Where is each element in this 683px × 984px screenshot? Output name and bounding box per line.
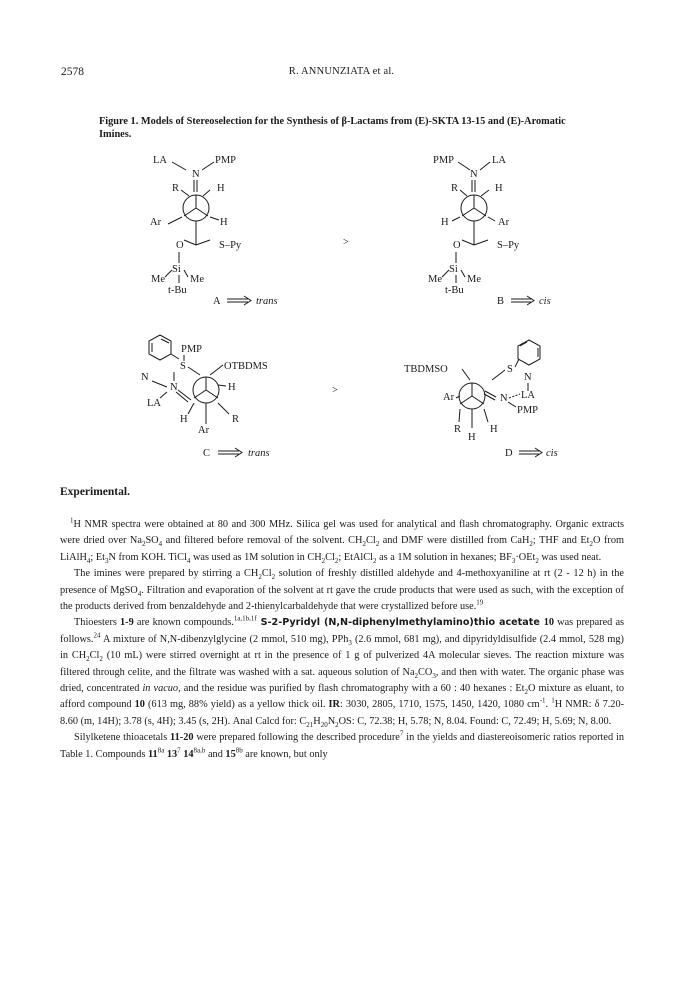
- model-c-r-label: R: [232, 414, 240, 425]
- model-a-h-top-label: H: [217, 183, 225, 194]
- model-d-pyridine-n: N: [524, 372, 532, 383]
- model-c-s-label: S: [180, 361, 186, 372]
- model-b-n-label: N: [470, 169, 478, 180]
- model-d-arrow: [519, 448, 542, 457]
- model-d-tbdmso-label: TBDMSO: [404, 364, 448, 375]
- model-d-la-label: LA: [521, 390, 535, 401]
- paragraph-1: $^1$H NMR spectra were obtained at 80 and 300 MHz. Silica gel was used for analytical and flash chromatography. Organic extracts were dried over $Na_2SO_4$ and filtered before removal of the solvent. $CH_2Cl_2$ and DMF were distilled from CaH$_2$; THF and $Et_2O$ from LiAlH$_4$; $Et_3N$ from KOH. TiCl$_4$ was used as 1M solution in $CH_2Cl_2$; EtAlCl$_2$ as a 1M solution in hexanes; $BF_3\cdot OEt_2$ was used neat.: [60, 516, 624, 565]
- model-c-h-label: H: [180, 414, 188, 425]
- model-d-h-label: H: [490, 424, 498, 435]
- model-a-outcome: trans: [256, 296, 278, 307]
- model-a-o-label: O: [176, 240, 184, 251]
- model-d-pmp-label: PMP: [517, 405, 539, 416]
- figure-caption-text: Models of Stereoselection for the Synthesis of β-Lactams from (E)-SKTA 13-15 and (E)-Aromatic Imines.: [99, 116, 566, 140]
- model-d: [404, 340, 558, 459]
- model-b-si-label: Si: [449, 264, 458, 275]
- model-c-ar-label: Ar: [198, 425, 210, 436]
- comparator-top: >: [343, 237, 349, 248]
- paragraph-4: Silylketene thioacetals 11-20 were prepared following the described procedure$^7$ in the yields and diastereoisomeric ratios reported in Table 1. Compounds $11^{8a}$ $13^7$ $14^{8a,b}$ and $15^{8b}$ are known, but only: [60, 729, 624, 760]
- model-d-s-label: S: [507, 364, 513, 375]
- model-a-h-label: H: [220, 217, 228, 228]
- model-b-me2-label: Me: [467, 274, 481, 285]
- model-b-o-label: O: [453, 240, 461, 251]
- model-c-n-label: N: [170, 382, 178, 393]
- model-a-tbu-label: t-Bu: [168, 285, 187, 296]
- model-d-outcome: cis: [546, 448, 558, 459]
- model-b-letter: B: [497, 296, 505, 307]
- page-number: 2578: [61, 66, 84, 78]
- model-b-tbu-label: t-Bu: [445, 285, 464, 296]
- model-d-pyridine-ring: [518, 340, 540, 365]
- model-d-h-bottom-label: H: [468, 432, 476, 443]
- model-b-ar-label: Ar: [498, 217, 510, 228]
- model-a: [150, 155, 278, 307]
- comparator-bottom: >: [332, 385, 338, 396]
- model-b-h-label: H: [441, 217, 449, 228]
- model-d-ar-label: Ar: [443, 392, 455, 403]
- model-b-me1-label: Me: [428, 274, 442, 285]
- model-a-si-label: Si: [172, 264, 181, 275]
- model-b-spy-label: S–Py: [497, 240, 520, 251]
- model-d-letter: D: [505, 448, 513, 459]
- model-a-ar-label: Ar: [150, 217, 162, 228]
- model-a-letter: A: [213, 296, 221, 307]
- model-a-pmp-label: PMP: [215, 155, 237, 166]
- model-b: [428, 155, 551, 307]
- model-b-arrow: [511, 296, 534, 305]
- model-d-n-label: N: [500, 393, 508, 404]
- paragraph-3: Thioesters 1-9 are known compounds.$^{1a,1b,1f}$ S-2-Pyridyl (N,N-diphenylmethylamino)thio acetate 10 was prepared as follows.$^{24}$ A mixture of N,N-dibenzylglycine (2 mmol, 510 mg), PPh$_3$ (2.6 mmol, 681 mg), and dipyridyldisulfide (2.4 mmol, 528 mg) in $CH_2Cl_2$ (10 mL) were stirred overnight at rt in the presence of 1 g of pulverized 4A molecular sieves. The reaction mixture was filtered through celite, and the filtrate was washed with a sat. aqueous solution of $Na_2CO_3$, and then with water. The organic phase was dried, concentrated in vacuo, and the residue was purified by flash chromatography with a 60 : 40 hexanes : $Et_2O$ mixture as eluant, to afford compound 10 (613 mg, 88% yield) as a yellow thick oil. IR: 3030, 2805, 1710, 1575, 1450, 1420, 1080 $cm^{-1}$. $^1$H NMR: δ 7.20-8.60 (m, 14H); 3.78 (s, 4H); 3.45 (s, 2H). Anal Calcd for: $C_{21}H_{20}N_2OS$: C, 72.38; H, 5.78; N, 8.04. Found: C, 72.49; H, 5.69; N, 8.00.: [60, 615, 625, 729]
- model-b-r-label: R: [451, 183, 459, 194]
- model-b-la-label: LA: [492, 155, 506, 166]
- model-c-otbdms-label: OTBDMS: [224, 361, 268, 372]
- model-a-arrow: [227, 296, 251, 305]
- model-b-outcome: cis: [539, 296, 551, 307]
- model-a-la-label: LA: [153, 155, 167, 166]
- model-a-n-label: N: [192, 169, 200, 180]
- figure-label: Figure 1.: [99, 116, 139, 127]
- model-a-r-label: R: [172, 183, 180, 194]
- figure-caption: [99, 115, 589, 141]
- model-a-me1-label: Me: [151, 274, 165, 285]
- model-c-la-label: LA: [147, 398, 161, 409]
- model-d-r-label: R: [454, 424, 462, 435]
- model-c-outcome: trans: [248, 448, 270, 459]
- model-b-h-top-label: H: [495, 183, 503, 194]
- model-a-me2-label: Me: [190, 274, 204, 285]
- running-title: R. ANNUNZIATA et al.: [288, 66, 395, 77]
- model-c-pmp-label: PMP: [181, 344, 203, 355]
- body-text: [60, 517, 624, 763]
- model-c-letter: C: [203, 448, 211, 459]
- model-b-pmp-label: PMP: [433, 155, 455, 166]
- model-c: [141, 335, 270, 459]
- model-c-h-right-label: H: [228, 382, 236, 393]
- model-c-pyridine-n: N: [141, 372, 149, 383]
- model-a-spy-label: S–Py: [219, 240, 242, 251]
- model-c-arrow: [218, 448, 242, 457]
- stereoselection-models-figure: [0, 140, 683, 480]
- paragraph-2: The imines were prepared by stirring a $CH_2Cl_2$ solution of freshly distilled aldehyde and 4-methoxyaniline at rt (2 - 12 h) in the presence of MgSO$_4$. Filtration and evaporation of the solvent at rt gave the crude products that were used as such, with the exception of the products derived from benzaldehyde and 2-thienylcarbaldehyde that were crystallized before use.$^{19}$: [60, 568, 625, 613]
- section-heading: Experimental.: [60, 486, 130, 498]
